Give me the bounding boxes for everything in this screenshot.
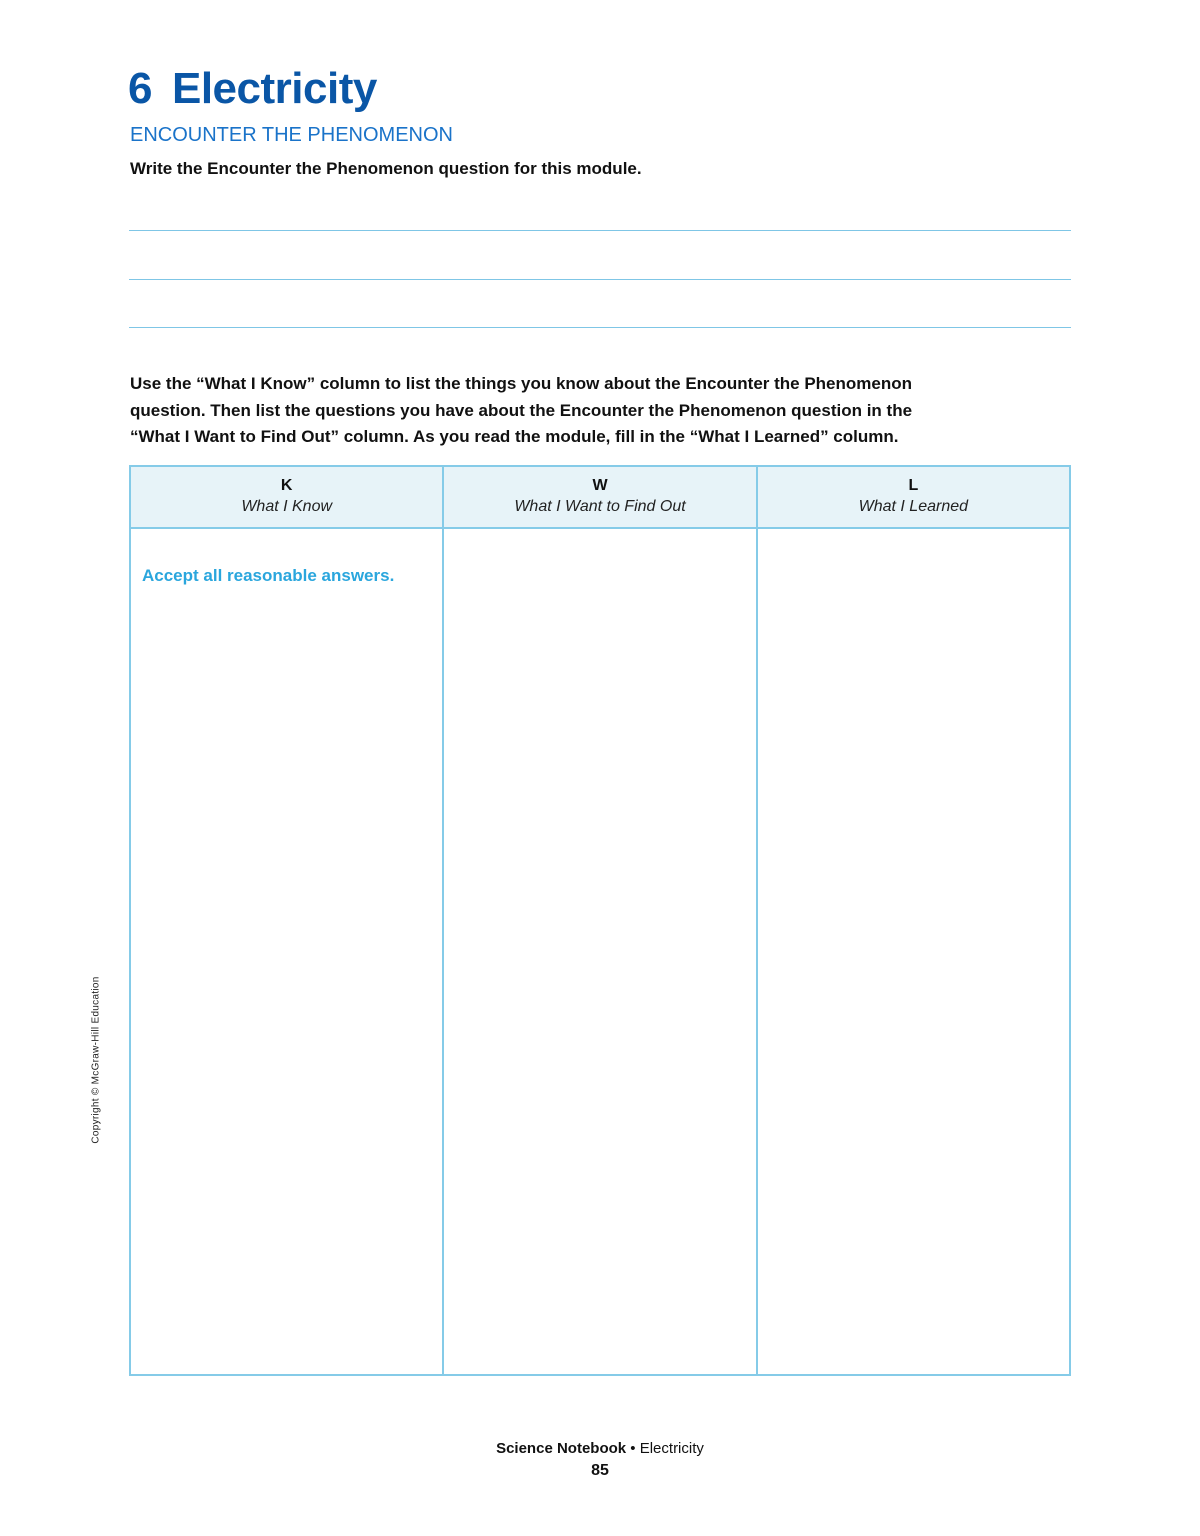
- footer-separator: •: [626, 1440, 640, 1457]
- chapter-name: Electricity: [171, 64, 377, 113]
- instructions-line: “What I Want to Find Out” column. As you read the module, fill in the “What I Learned” column.: [130, 427, 899, 446]
- column-header-know: [130, 466, 443, 528]
- chapter-number: 6: [128, 64, 152, 113]
- column-letter: L: [908, 477, 919, 494]
- answer-line-3[interactable]: [129, 327, 1071, 328]
- column-letter: W: [592, 477, 608, 494]
- book-topic: Electricity: [639, 1440, 704, 1457]
- answer-note: Accept all reasonable answers.: [142, 566, 395, 585]
- column-label: What I Know: [241, 498, 333, 515]
- section-label: ENCOUNTER THE PHENOMENON: [130, 124, 453, 146]
- page-number: 85: [591, 1462, 609, 1479]
- column-header-want: [443, 466, 756, 528]
- book-name: Science Notebook: [496, 1440, 627, 1457]
- kwl-header-row: [130, 466, 1070, 528]
- know-cell[interactable]: [130, 528, 443, 1375]
- instructions-line: question. Then list the questions you have about the Encounter the Phenomenon question in the: [130, 400, 913, 420]
- want-cell[interactable]: [443, 528, 756, 1375]
- kwl-instructions: [130, 371, 1090, 451]
- column-letter: K: [280, 477, 293, 494]
- column-label: What I Want to Find Out: [514, 498, 686, 515]
- column-header-learned: [757, 466, 1070, 528]
- instructions-line: Use the “What I Know” column to list the things you know about the Encounter the Phenomenon: [130, 374, 913, 393]
- kwl-body-row: [130, 528, 1070, 1375]
- kwl-chart: [129, 465, 1071, 1376]
- learned-cell[interactable]: [757, 528, 1070, 1375]
- chapter-title: [128, 62, 377, 116]
- copyright-text: Copyright © McGraw-Hill Education: [90, 976, 102, 1144]
- answer-line-2[interactable]: [129, 279, 1071, 280]
- question-prompt: Write the Encounter the Phenomenon question for this module.: [130, 159, 642, 178]
- answer-line-1[interactable]: [129, 230, 1071, 231]
- column-label: What I Learned: [858, 498, 969, 515]
- footer-title: [0, 1439, 1200, 1459]
